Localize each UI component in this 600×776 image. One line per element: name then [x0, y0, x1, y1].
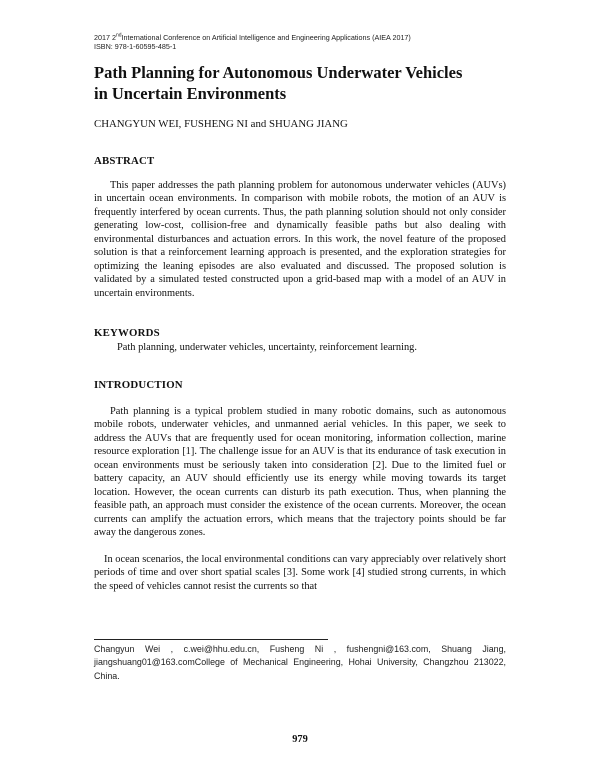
introduction-text-2: In ocean scenarios, the local environmental conditions can vary appreciably over relatively short periods of time and over short spatial scales [3]. Some work [4] studied strong currents, in which the speed of vehicles cannot resist the currents so that: [94, 554, 506, 592]
page-number: 979: [292, 734, 308, 745]
author-footnote: Changyun Wei , c.wei@hhu.edu.cn, Fusheng Ni , fushengni@163.com, Shuang Jiang, jiangshuang01@163.comCollege of Mechanical Engineering, Hohai University, Changzhou 213022, China.: [94, 644, 506, 681]
conference-name: International Conference on Artificial Intelligence and Engineering Applications (AIEA 2017): [121, 33, 411, 42]
conference-ordinal: nd: [115, 32, 122, 39]
abstract-heading: ABSTRACT: [94, 155, 155, 167]
isbn: ISBN: 978-1-60595-485-1: [94, 42, 177, 51]
abstract-body: [94, 179, 506, 300]
introduction-heading: INTRODUCTION: [94, 379, 183, 391]
title-line-1: Path Planning for Autonomous Underwater Vehicles: [94, 63, 463, 82]
abstract-text: This paper addresses the path planning problem for autonomous underwater vehicles (AUVs) in uncertain ocean environments. In comparison with mobile robots, the motion of an AUV is frequently interfered by ocean currents. Thus, the path planning solution should not only consider generating low-cost, collision-free and dynamically feasible paths but also dealing with environmental disturbances and actuation errors. In this work, the novel feature of the proposed solution is that a reinforcement learning approach is presented, and the exploration strategies for optimizing the leaning episodes are also evaluated and discussed. The proposed solution is validated by a simulated tested constructed upon a grid-based map with a model of an AUV in uncertain environments.: [94, 180, 506, 299]
paper-title: [94, 62, 524, 104]
conference-line: [94, 33, 411, 42]
keywords-text: Path planning, underwater vehicles, uncertainty, reinforcement learning.: [117, 342, 417, 353]
introduction-text-1: Path planning is a typical problem studied in many robotic domains, such as autonomous mobile robots, underwater vehicles, and unmanned aerial vehicles. In this paper, we seek to address the AUVs that are frequently used for ocean monitoring, information collection, marine resource exploration [1]. The challenge issue for an AUV is that its endurance of task execution in ocean environments must be seriously taken into consideration [2]. Due to the limited fuel or battery capacity, an AUV should efficiently use its energy while moving towards its target location. However, the ocean currents can disturb its path execution. Thus, when planning the feasible path, an approach must consider the existence of the ocean currents. Moreover, the ocean currents can amplify the actuation errors, which means that the trajectory points should be far away the dangerous zones.: [94, 406, 506, 539]
keywords-heading: KEYWORDS: [94, 327, 160, 339]
introduction-paragraph-1: [94, 405, 506, 540]
footnote-divider: [94, 639, 328, 640]
author-list: CHANGYUN WEI, FUSHENG NI and SHUANG JIANG: [94, 118, 348, 130]
introduction-paragraph-2: [94, 553, 506, 593]
conference-year: 2017 2: [94, 33, 116, 42]
conference-header: [94, 33, 411, 51]
title-line-2: in Uncertain Environments: [94, 84, 287, 103]
